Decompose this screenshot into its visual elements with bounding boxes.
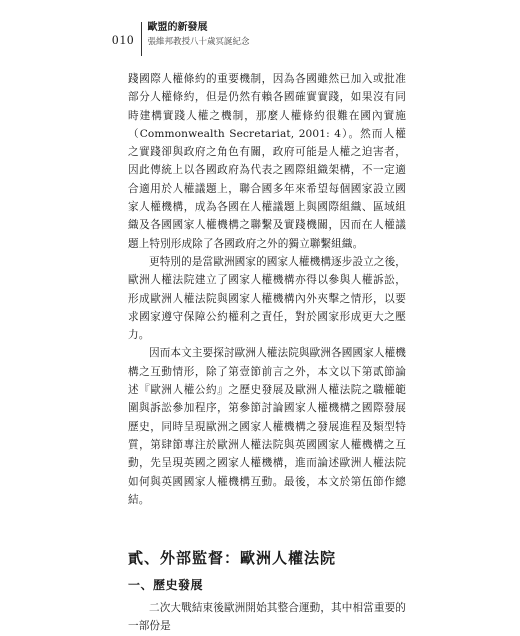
body-paragraph: 踐國際人權條約的重要機制，因為各國雖然已加入或批准部分人權條約，但是仍然有賴各國確實實踐，如果沒有同時建構實踐人權之機制，那麼人權條約很難在國內實施（Commonwealth Secretariat, 2001: 4）。然而人權之實踐卻與政府之角色有關，政府可能是人權之迫害者，因此傳統上以各國政府為代表之國際組織架構，不一定適合適用於人權議題上，聯合國多年來希望每個國家設立國家人權機構，成為各國在人權議題上與國際組織、區域組織及各國國家人權機構之聯繫及實踐機關，因而在人權議題上特別形成除了各國政府之外的獨立聯繫組織。 [128, 73, 406, 250]
running-header [112, 22, 250, 56]
body-paragraph: 二次大戰結束後歐洲開始其整合運動，其中相當重要的一部份是 [128, 602, 406, 633]
section-heading: 貳、外部監督：歐洲人權法院 [128, 549, 337, 568]
book-info [148, 22, 250, 48]
book-title: 歐盟的新發展 [147, 22, 208, 33]
page-body [128, 70, 406, 636]
body-paragraph: 更特別的是當歐洲國家的國家人權機構逐步設立之後，歐洲人權法院建立了國家人權機構亦得以參與人權訴訟，形成歐洲人權法院與國家人權機構內外夾擊之情形，以要求國家遵守保障公約權利之責任，對於國家形成更大之壓力。 [128, 255, 406, 342]
subsection-heading: 一、歷史發展 [128, 578, 204, 593]
book-subtitle: 張維邦教授八十歲冥誕紀念 [147, 37, 250, 47]
page-number: 010 [112, 32, 135, 47]
header-divider [141, 22, 142, 56]
body-paragraph: 因而本文主要探討歐洲人權法院與歐洲各國國家人權機構之互動情形，除了第壹節前言之外，本文以下第貳節論述『歐洲人權公約』之歷史發展及歐洲人權法院之職權範圍與訴訟參加程序，第參節討論國家人權機構之國際發展歷史，同時呈現歐洲之國家人權機構之發展進程及類型特質，第肆節專注於歐洲人權法院與英國國家人權機構之互動，先呈現英國之國家人權機構，進而論述歐洲人權法院如何與英國國家人權機構互動。最後，本文於第伍節作總結。 [128, 347, 406, 506]
